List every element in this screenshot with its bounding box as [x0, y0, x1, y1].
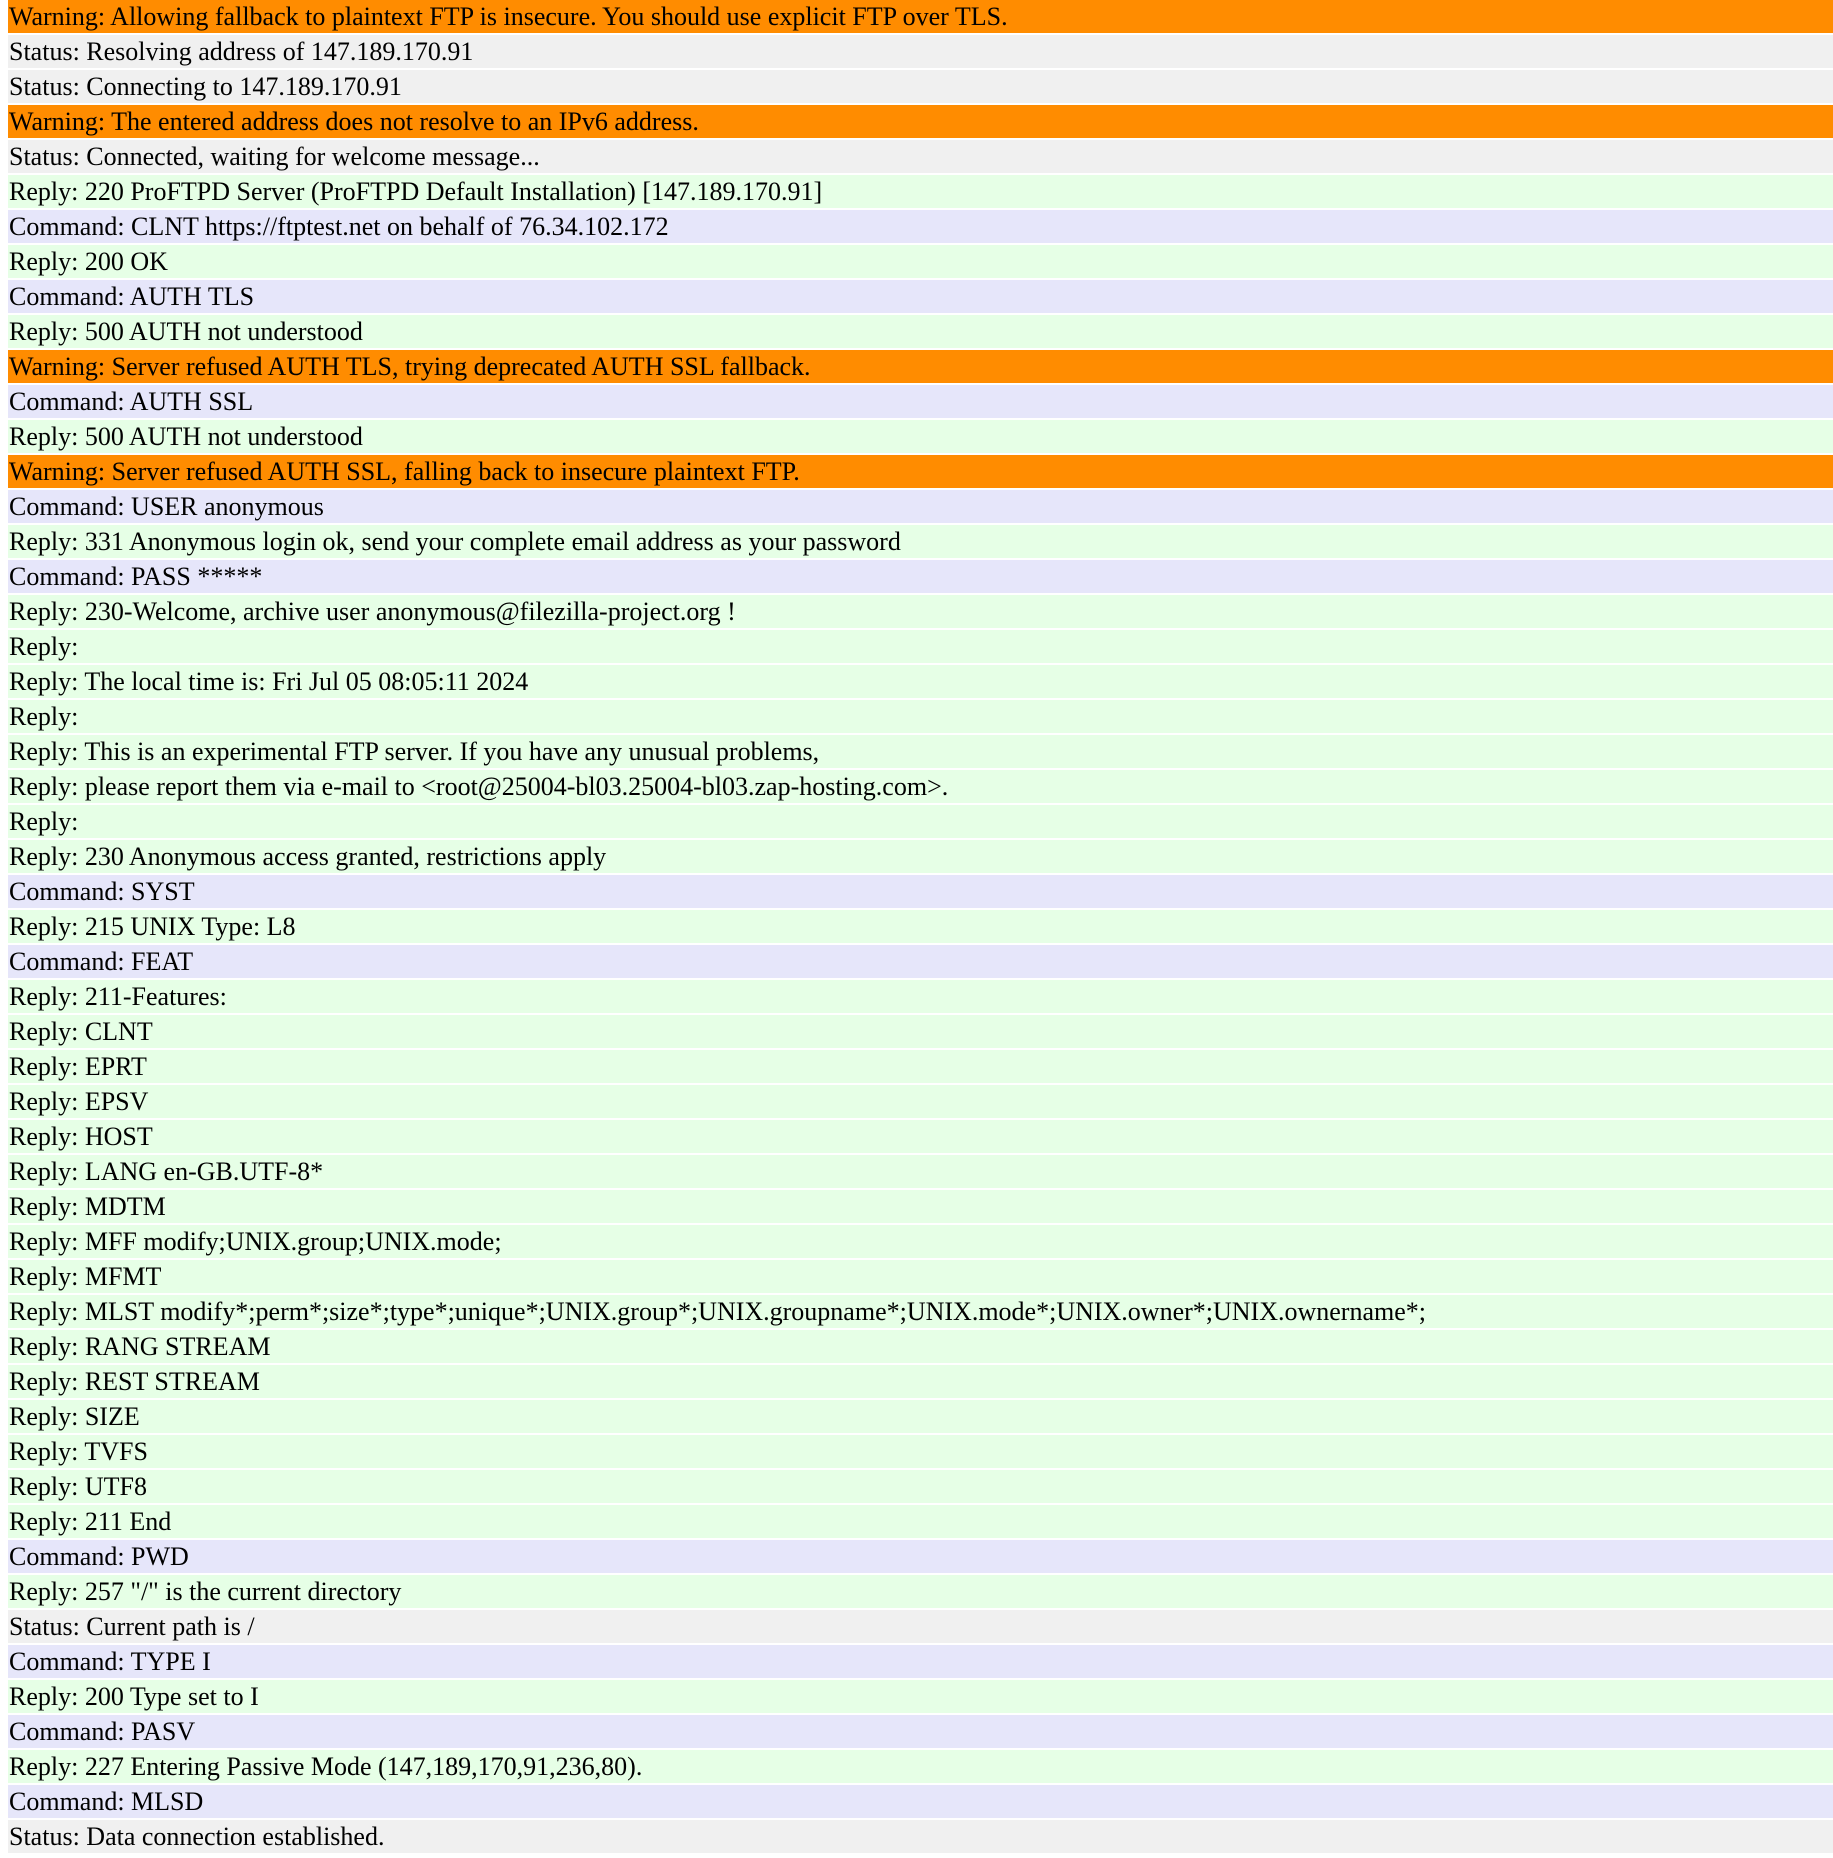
reply-line: Reply: — [8, 700, 1833, 733]
command-line: Command: USER anonymous — [8, 490, 1833, 523]
reply-line: Reply: 230-Welcome, archive user anonymous@filezilla-project.org ! — [8, 595, 1833, 628]
reply-line: Reply: 257 "/" is the current directory — [8, 1575, 1833, 1608]
reply-line: Reply: 331 Anonymous login ok, send your complete email address as your password — [8, 525, 1833, 558]
reply-line: Reply: EPSV — [8, 1085, 1833, 1118]
reply-line: Reply: 500 AUTH not understood — [8, 420, 1833, 453]
command-line: Command: MLSD — [8, 1785, 1833, 1818]
reply-line: Reply: 215 UNIX Type: L8 — [8, 910, 1833, 943]
reply-line: Reply: 500 AUTH not understood — [8, 315, 1833, 348]
command-line: Command: CLNT https://ftptest.net on behalf of 76.34.102.172 — [8, 210, 1833, 243]
status-line: Status: Data connection established. — [8, 1820, 1833, 1853]
reply-line: Reply: EPRT — [8, 1050, 1833, 1083]
status-line: Status: Current path is / — [8, 1610, 1833, 1643]
reply-line: Reply: UTF8 — [8, 1470, 1833, 1503]
reply-line: Reply: MFF modify;UNIX.group;UNIX.mode; — [8, 1225, 1833, 1258]
reply-line: Reply: 200 Type set to I — [8, 1680, 1833, 1713]
reply-line: Reply: HOST — [8, 1120, 1833, 1153]
command-line: Command: PWD — [8, 1540, 1833, 1573]
reply-line: Reply: — [8, 805, 1833, 838]
reply-line: Reply: 230 Anonymous access granted, restrictions apply — [8, 840, 1833, 873]
reply-line: Reply: SIZE — [8, 1400, 1833, 1433]
command-line: Command: AUTH SSL — [8, 385, 1833, 418]
reply-line: Reply: 211 End — [8, 1505, 1833, 1538]
command-line: Command: PASS ***** — [8, 560, 1833, 593]
reply-line: Reply: RANG STREAM — [8, 1330, 1833, 1363]
reply-line: Reply: TVFS — [8, 1435, 1833, 1468]
warning-line: Warning: The entered address does not resolve to an IPv6 address. — [8, 105, 1833, 138]
reply-line: Reply: 200 OK — [8, 245, 1833, 278]
reply-line: Reply: The local time is: Fri Jul 05 08:05:11 2024 — [8, 665, 1833, 698]
reply-line: Reply: 227 Entering Passive Mode (147,189,170,91,236,80). — [8, 1750, 1833, 1783]
reply-line: Reply: MFMT — [8, 1260, 1833, 1293]
warning-line: Warning: Server refused AUTH TLS, trying deprecated AUTH SSL fallback. — [8, 350, 1833, 383]
ftp-log — [8, 0, 1833, 1855]
command-line: Command: SYST — [8, 875, 1833, 908]
reply-line: Reply: — [8, 630, 1833, 663]
reply-line: Reply: MLST modify*;perm*;size*;type*;unique*;UNIX.group*;UNIX.groupname*;UNIX.mode*;UNIX.owner*;UNIX.ownername*; — [8, 1295, 1833, 1328]
command-line: Command: PASV — [8, 1715, 1833, 1748]
command-line: Command: TYPE I — [8, 1645, 1833, 1678]
status-line: Status: Connecting to 147.189.170.91 — [8, 70, 1833, 103]
status-line: Status: Resolving address of 147.189.170.91 — [8, 35, 1833, 68]
reply-line: Reply: please report them via e-mail to <root@25004-bl03.25004-bl03.zap-hosting.com>. — [8, 770, 1833, 803]
reply-line: Reply: LANG en-GB.UTF-8* — [8, 1155, 1833, 1188]
warning-line: Warning: Allowing fallback to plaintext FTP is insecure. You should use explicit FTP over TLS. — [8, 0, 1833, 33]
warning-line: Warning: Server refused AUTH SSL, falling back to insecure plaintext FTP. — [8, 455, 1833, 488]
reply-line: Reply: This is an experimental FTP server. If you have any unusual problems, — [8, 735, 1833, 768]
reply-line: Reply: REST STREAM — [8, 1365, 1833, 1398]
reply-line: Reply: CLNT — [8, 1015, 1833, 1048]
command-line: Command: FEAT — [8, 945, 1833, 978]
reply-line: Reply: 220 ProFTPD Server (ProFTPD Default Installation) [147.189.170.91] — [8, 175, 1833, 208]
reply-line: Reply: MDTM — [8, 1190, 1833, 1223]
status-line: Status: Connected, waiting for welcome message... — [8, 140, 1833, 173]
command-line: Command: AUTH TLS — [8, 280, 1833, 313]
reply-line: Reply: 211-Features: — [8, 980, 1833, 1013]
